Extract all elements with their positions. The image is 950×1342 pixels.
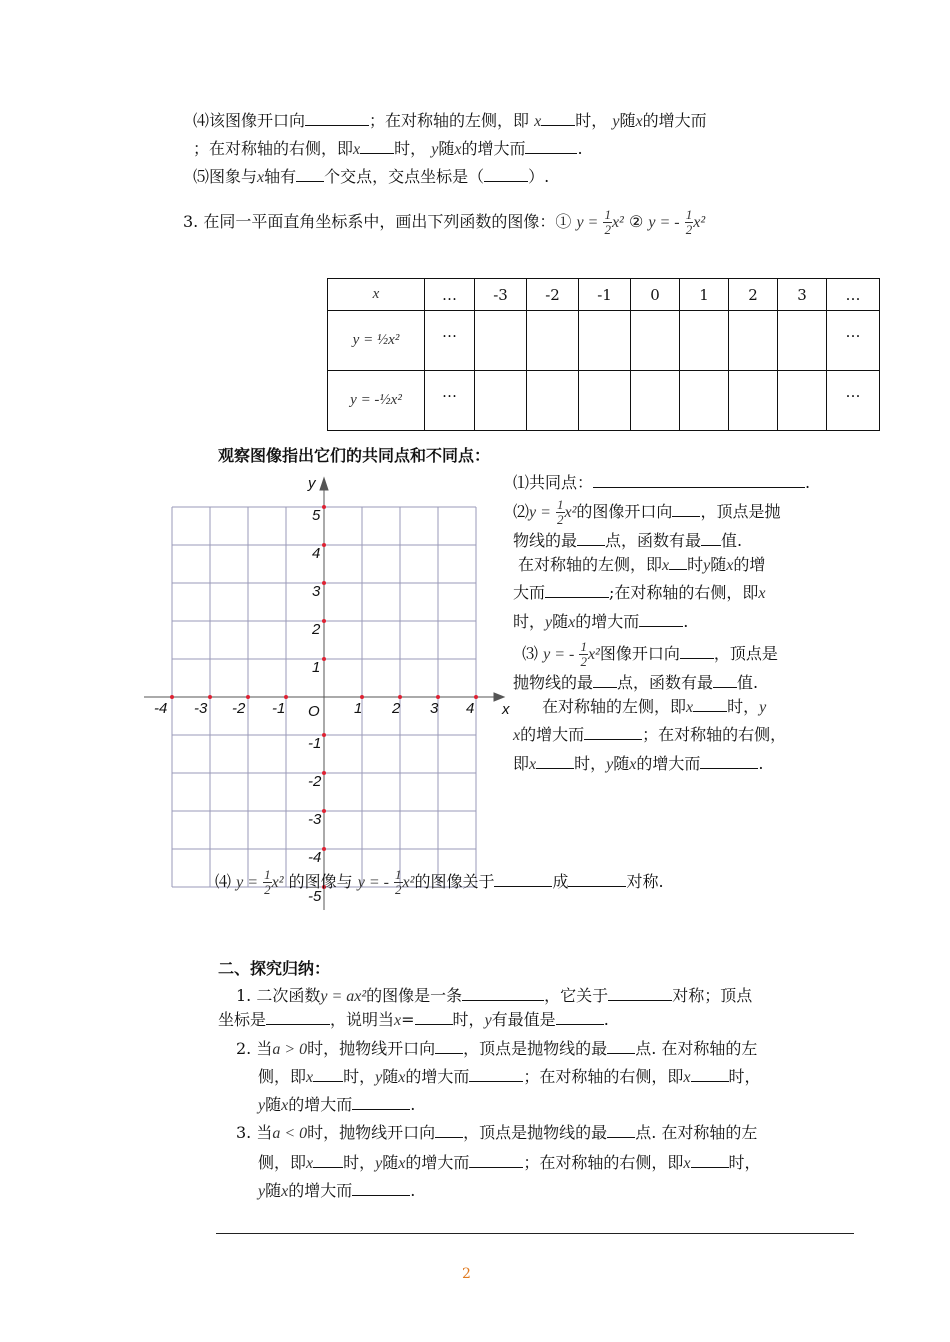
x-tick-label: 4	[466, 700, 475, 717]
blank[interactable]	[584, 725, 642, 740]
page-number: 2	[462, 1266, 471, 1282]
obs-3-line5: 即x 时，y随x的增大而 .	[513, 754, 764, 773]
y-tick-label: -3	[308, 811, 322, 828]
blank[interactable]	[607, 1039, 635, 1054]
item-4-line2: ；在对称轴的右侧，即x 时， y随x的增大而 .	[193, 139, 583, 158]
blank[interactable]	[266, 1010, 330, 1025]
y-tick-label: -5	[308, 888, 322, 905]
row-label-positive: y = ½x²	[328, 311, 425, 371]
obs-3-line4: x的增大而 ；在对称轴的右侧，	[513, 725, 787, 744]
blank[interactable]	[556, 1010, 604, 1025]
blank-intersections[interactable]	[296, 167, 324, 182]
table-cell[interactable]	[729, 371, 778, 431]
table-cell[interactable]	[631, 311, 680, 371]
fraction-half: $\frac{1}{2}$	[395, 867, 402, 897]
y-tick-label: 5	[312, 507, 321, 524]
blank[interactable]	[639, 612, 683, 627]
table-cell[interactable]	[475, 371, 527, 431]
x-tick-label: -2	[232, 700, 246, 717]
s3-line2: 侧，即x 时，y随x的增大而 ；在对称轴的右侧，即x 时，	[258, 1153, 761, 1172]
obs-2-line4: 大而 ;在对称轴的右侧，即x	[513, 583, 766, 602]
blank-right-trend[interactable]	[525, 139, 577, 154]
x-tick-label: 2	[392, 700, 401, 717]
footer-divider	[216, 1233, 854, 1234]
table-cell[interactable]	[631, 371, 680, 431]
fraction-half: $\frac{1}{2}$	[604, 207, 611, 237]
blank[interactable]	[545, 583, 609, 598]
x-tick-label: -4	[154, 700, 168, 717]
blank[interactable]	[462, 986, 544, 1001]
origin-label: O	[308, 703, 320, 720]
fraction-half: $\frac{1}{2}$	[580, 639, 587, 669]
y-tick-label: -2	[308, 773, 322, 790]
s1-line2: 坐标是 ，说明当x= 时，y有最值是 .	[218, 1010, 609, 1029]
table-cell[interactable]	[729, 311, 778, 371]
blank[interactable]	[700, 754, 758, 769]
blank[interactable]	[577, 531, 605, 546]
y-tick-label: -1	[308, 735, 322, 752]
x-axis-arrow-icon	[494, 693, 504, 701]
observe-title: 观察图像指出它们的共同点和不同点：	[218, 446, 491, 465]
blank[interactable]	[352, 1181, 410, 1196]
obs-3-line1: ⑶ y = - $\frac{1}{2}$ x²图像开口向 ，顶点是	[522, 639, 778, 669]
blank[interactable]	[669, 555, 687, 570]
blank[interactable]	[469, 1153, 523, 1168]
y-tick-label: -4	[308, 849, 322, 866]
fraction-half: $\frac{1}{2}$	[685, 207, 693, 237]
question-3: 3. 在同一平面直角坐标系中，画出下列函数的图像：① y = $\frac{1}{2}$ x² ② y = - $\frac{1}{2}$ x²	[183, 207, 706, 237]
fraction-half: $\frac{1}{2}$	[264, 867, 271, 897]
blank-open-direction[interactable]	[305, 111, 369, 126]
coordinate-grid	[140, 470, 512, 915]
blank[interactable]	[693, 697, 727, 712]
blank[interactable]	[607, 1123, 635, 1138]
table-row: y = ½x² … …	[328, 311, 880, 371]
y-tick-label: 4	[312, 545, 321, 562]
x-axis-label: x	[502, 701, 510, 718]
y-axis-label: y	[308, 475, 316, 492]
x-tick-label: 1	[354, 700, 363, 717]
s2-line3: y随x的增大而 .	[258, 1095, 416, 1114]
blank[interactable]	[415, 1010, 453, 1025]
y-axis-arrow-icon	[320, 478, 328, 490]
blank-left-range[interactable]	[541, 111, 575, 126]
blank[interactable]	[680, 644, 714, 659]
obs-1: ⑴共同点： .	[513, 473, 811, 492]
fraction-half: $\frac{1}{2}$	[557, 497, 564, 527]
y-tick-label: 2	[312, 621, 321, 638]
blank[interactable]	[469, 1067, 523, 1082]
y-tick-label: 3	[312, 583, 321, 600]
table-cell[interactable]	[680, 311, 729, 371]
blank-coordinates[interactable]	[484, 167, 528, 182]
obs-3-line3: 在对称轴的左侧，即x 时，y	[542, 697, 767, 716]
blank[interactable]	[435, 1039, 463, 1054]
obs-2-line3: 在对称轴的左侧，即x 时y随x的增	[518, 555, 766, 574]
blank[interactable]	[713, 673, 737, 688]
s2-line2: 侧，即x 时，y随x的增大而 ；在对称轴的右侧，即x 时，	[258, 1067, 761, 1086]
x-tick-label: 3	[430, 700, 439, 717]
obs-2-line2: 物线的最 点，函数有最 值.	[513, 531, 743, 550]
section-2-title: 二、探究归纳：	[218, 959, 331, 978]
s2-line1: 2. 当a > 0时，抛物线开口向 ，顶点是抛物线的最 点. 在对称轴的左	[236, 1039, 758, 1058]
s3-line1: 3. 当a < 0时，抛物线开口向 ，顶点是抛物线的最 点. 在对称轴的左	[236, 1123, 758, 1142]
blank[interactable]	[536, 754, 574, 769]
table-cell[interactable]	[527, 311, 579, 371]
blank[interactable]	[593, 673, 617, 688]
table-cell[interactable]	[527, 371, 579, 431]
obs-2-line5: 时，y随x的增大而 .	[513, 612, 689, 631]
blank-right-range[interactable]	[360, 139, 394, 154]
row-label-negative: y = -½x²	[328, 371, 425, 431]
values-table	[327, 278, 880, 431]
blank[interactable]	[701, 531, 721, 546]
blank[interactable]	[691, 1067, 729, 1082]
table-row: y = -½x² … …	[328, 371, 880, 431]
blank[interactable]	[313, 1067, 343, 1082]
table-cell[interactable]	[680, 371, 729, 431]
table-cell[interactable]	[475, 311, 527, 371]
item-4-line1: ⑷该图像开口向 ；在对称轴的左侧，即 x 时， y随x的增大而	[193, 111, 707, 130]
y-tick-label: 1	[312, 659, 321, 676]
x-tick-label: -3	[194, 700, 208, 717]
blank[interactable]	[672, 502, 700, 517]
table-cell[interactable]	[579, 371, 631, 431]
obs-4: ⑷ y = $\frac{1}{2}$ x² 的图像与 y = - $\frac{1}{2}$ x²的图像关于 成 对称.	[215, 867, 664, 897]
obs-2-line1: ⑵y = $\frac{1}{2}$ x²的图像开口向 ，顶点是抛	[513, 497, 781, 527]
blank[interactable]	[435, 1123, 463, 1138]
blank[interactable]	[568, 872, 626, 887]
s1-line1: 1. 二次函数y = ax²的图像是一条 ，它关于 对称；顶点	[236, 986, 753, 1005]
obs-3-line2: 抛物线的最 点，函数有最 值.	[513, 673, 759, 692]
blank[interactable]	[313, 1153, 343, 1168]
table-cell[interactable]	[579, 311, 631, 371]
table-header-row: x … -3 -2 -1 0 1 2 3 …	[328, 279, 880, 311]
x-tick-label: -1	[272, 700, 286, 717]
blank[interactable]	[691, 1153, 729, 1168]
blank[interactable]	[494, 872, 552, 887]
table-cell[interactable]	[778, 311, 827, 371]
blank[interactable]	[352, 1095, 410, 1110]
table-cell[interactable]	[778, 371, 827, 431]
item-5: ⑸图象与x轴有 个交点，交点坐标是（ ）.	[193, 167, 550, 186]
s3-line3: y随x的增大而 .	[258, 1181, 416, 1200]
blank[interactable]	[608, 986, 672, 1001]
blank-common-points[interactable]	[593, 473, 805, 488]
